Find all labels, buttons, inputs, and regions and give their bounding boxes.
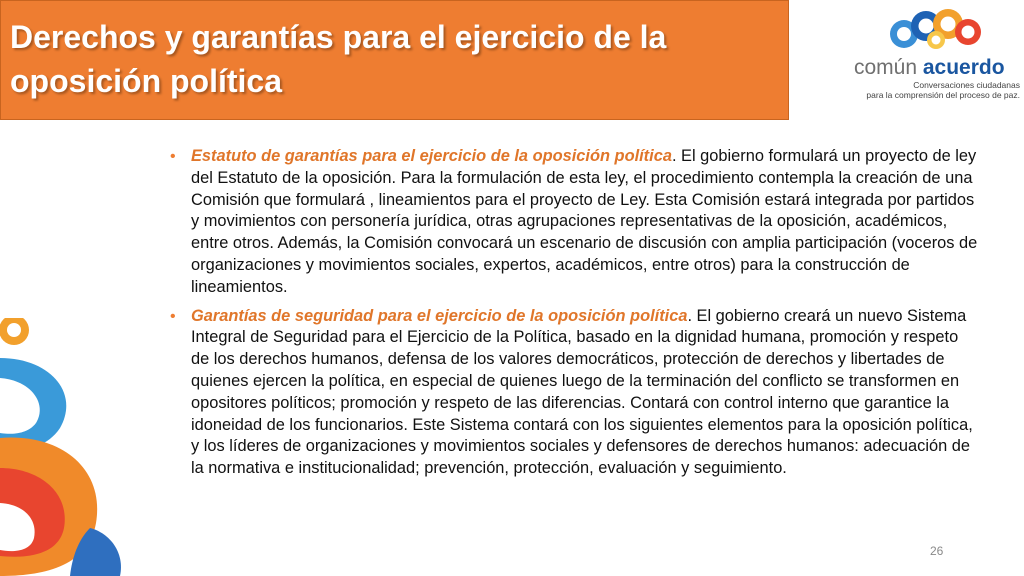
bullet-lead: Garantías de seguridad para el ejercicio de la oposición política: [191, 306, 688, 325]
logo-tagline-line-2: para la comprensión del proceso de paz.: [866, 90, 1020, 100]
title-bar: [0, 0, 789, 120]
bullet-item: [170, 146, 980, 299]
comun-acuerdo-logo: [850, 6, 1020, 106]
logo-tagline: [854, 80, 1020, 100]
bullet-lead: Estatuto de garantías para el ejercicio de la oposición política: [191, 147, 672, 165]
logo-swirl-icon: [884, 6, 984, 54]
decorative-swirl-icon: [0, 318, 132, 576]
slide-title: Derechos y garantías para el ejercicio de la oposición política: [10, 19, 667, 99]
bullet-icon: •: [170, 307, 176, 325]
logo-word-comun: común: [854, 56, 918, 79]
logo-word-acuerdo: acuerdo: [922, 56, 1005, 79]
bullet-text: . El gobierno creará un nuevo Sistema Integral de Seguridad para el Ejercicio de la Política, basado en la dignidad humana, promoción y respeto de los derechos humanos, defensa de los valores democráticos, protección de derechos y libertades de quienes ejercen la política, en especial de quienes luego de la terminación del conflicto se transformen en opositores políticos; promoción y respeto de las diferencias. Contará con control interno que garantice la idoneidad de los funcionarios. Este Sistema contará con los siguientes elementos para la oposición política, y los líderes de organizaciones y movimientos sociales y defensores de derechos humanos: adecuación de la normativa e institucionalidad; prevención, protección, evaluación y seguimiento.: [191, 306, 973, 478]
logo-tagline-line-1: Conversaciones ciudadanas: [913, 80, 1020, 90]
slide-body: [170, 146, 980, 487]
bullet-icon: •: [170, 148, 176, 165]
page-number: 26: [930, 544, 944, 558]
bullet-text: . El gobierno formulará un proyecto de ley del Estatuto de la oposición. Para la formulación de esta ley, el procedimiento contempla la creación de una Comisión que formulará , lineamientos para el proyecto de Ley. Esta Comisión estará integrada por partidos y movimientos con personería jurídica, otras agrupaciones representativas de la oposición, académicos, entre otros. Además, la Comisión convocará un escenario de discusión con amplia participación (voceros de organizaciones y movimientos sociales, expertos, académicos, entre otros) para la construcción de lineamientos.: [191, 147, 978, 296]
bullet-item: [170, 306, 980, 480]
logo-wordmark: [854, 56, 1020, 80]
